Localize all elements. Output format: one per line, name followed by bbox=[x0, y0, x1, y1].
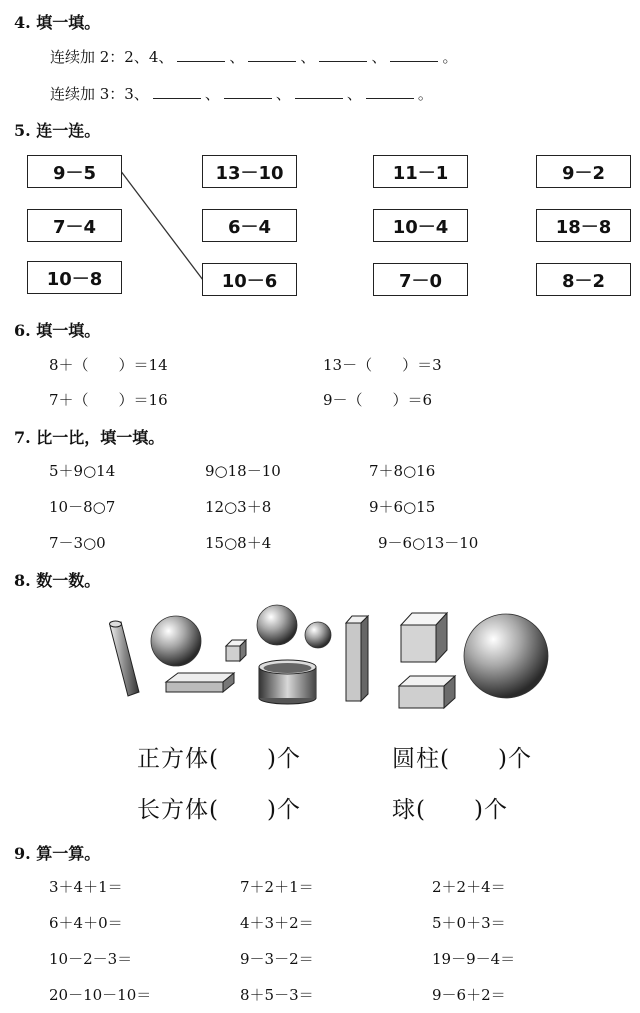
match-box[interactable]: 6－4 bbox=[202, 209, 297, 242]
flat-cuboid-icon bbox=[166, 673, 234, 692]
cylinder-count-label[interactable]: 圆柱( )个 bbox=[392, 746, 532, 772]
match-box[interactable]: 18－8 bbox=[536, 209, 631, 242]
match-box[interactable]: 9－5 bbox=[27, 155, 122, 188]
cube-count-label[interactable]: 正方体( )个 bbox=[137, 746, 301, 772]
separator: 、 bbox=[371, 48, 387, 66]
period: 。 bbox=[442, 48, 458, 66]
separator: 、 bbox=[275, 85, 291, 103]
separator: 、 bbox=[346, 85, 362, 103]
cuboid-count-label[interactable]: 长方体( )个 bbox=[137, 797, 301, 823]
separator: 、 bbox=[229, 48, 245, 66]
sphere-icon bbox=[305, 622, 331, 648]
solid-shapes-illustration bbox=[0, 600, 640, 710]
q4-title: 4. 填一填。 bbox=[14, 13, 101, 32]
sphere-count-label[interactable]: 球( )个 bbox=[392, 797, 508, 823]
cylinder-rod-icon bbox=[110, 621, 140, 696]
sphere-icon bbox=[151, 616, 201, 666]
match-box[interactable]: 8－2 bbox=[536, 263, 631, 296]
calc-item[interactable]: 19－9－4＝ bbox=[432, 950, 516, 968]
match-box[interactable]: 10－8 bbox=[27, 261, 122, 294]
compare-item[interactable]: 5＋9○14 bbox=[49, 462, 116, 480]
calc-item[interactable]: 3＋4＋1＝ bbox=[49, 878, 123, 896]
compare-item[interactable]: 7－3○0 bbox=[49, 534, 106, 552]
cylinder-icon bbox=[259, 660, 316, 704]
compare-item[interactable]: 9＋6○15 bbox=[369, 498, 436, 516]
calc-item[interactable]: 9－6＋2＝ bbox=[432, 986, 506, 1004]
cuboid-icon bbox=[399, 676, 455, 708]
q5-title: 5. 连一连。 bbox=[14, 121, 101, 140]
calc-item[interactable]: 2＋2＋4＝ bbox=[432, 878, 506, 896]
q4-row1-prefix: 连续加 2：2、4、 bbox=[50, 48, 174, 66]
calc-item[interactable]: 4＋3＋2＝ bbox=[240, 914, 314, 932]
sphere-icon bbox=[257, 605, 297, 645]
match-box[interactable]: 10－4 bbox=[373, 209, 468, 242]
calc-item[interactable]: 20－10－10＝ bbox=[49, 986, 152, 1004]
small-cube-icon bbox=[226, 640, 246, 661]
compare-item[interactable]: 9○18－10 bbox=[205, 462, 281, 480]
cube-icon bbox=[401, 613, 447, 662]
calc-item[interactable]: 9－3－2＝ bbox=[240, 950, 314, 968]
compare-item[interactable]: 10－8○7 bbox=[49, 498, 116, 516]
compare-item[interactable]: 12○3＋8 bbox=[205, 498, 272, 516]
period: 。 bbox=[417, 85, 433, 103]
match-box[interactable]: 11－1 bbox=[373, 155, 468, 188]
match-box[interactable]: 13－10 bbox=[202, 155, 297, 188]
calc-item[interactable]: 8＋5－3＝ bbox=[240, 986, 314, 1004]
match-box[interactable]: 7－4 bbox=[27, 209, 122, 242]
calc-item[interactable]: 7＋2＋1＝ bbox=[240, 878, 314, 896]
match-box[interactable]: 10－6 bbox=[202, 263, 297, 296]
tall-cuboid-icon bbox=[346, 616, 368, 701]
q8-title: 8. 数一数。 bbox=[14, 571, 101, 590]
compare-item[interactable]: 9－6○13－10 bbox=[378, 534, 479, 552]
separator: 、 bbox=[204, 85, 220, 103]
q6-item[interactable]: 13－（ ）＝3 bbox=[323, 356, 442, 374]
q6-item[interactable]: 9－（ ）＝6 bbox=[323, 391, 433, 409]
compare-item[interactable]: 7＋8○16 bbox=[369, 462, 436, 480]
calc-item[interactable]: 6＋4＋0＝ bbox=[49, 914, 123, 932]
q9-title: 9. 算一算。 bbox=[14, 844, 101, 863]
q6-item[interactable]: 8＋（ ）＝14 bbox=[49, 356, 168, 374]
sphere-icon bbox=[464, 614, 548, 698]
compare-item[interactable]: 15○8＋4 bbox=[205, 534, 272, 552]
calc-item[interactable]: 10－2－3＝ bbox=[49, 950, 133, 968]
separator: 、 bbox=[300, 48, 316, 66]
match-box[interactable]: 7－0 bbox=[373, 263, 468, 296]
q7-title: 7. 比一比，填一填。 bbox=[14, 428, 165, 447]
q4-row2-prefix: 连续加 3：3、 bbox=[50, 85, 149, 103]
q6-title: 6. 填一填。 bbox=[14, 321, 101, 340]
q6-item[interactable]: 7＋（ ）＝16 bbox=[49, 391, 168, 409]
match-box[interactable]: 9－2 bbox=[536, 155, 631, 188]
calc-item[interactable]: 5＋0＋3＝ bbox=[432, 914, 506, 932]
